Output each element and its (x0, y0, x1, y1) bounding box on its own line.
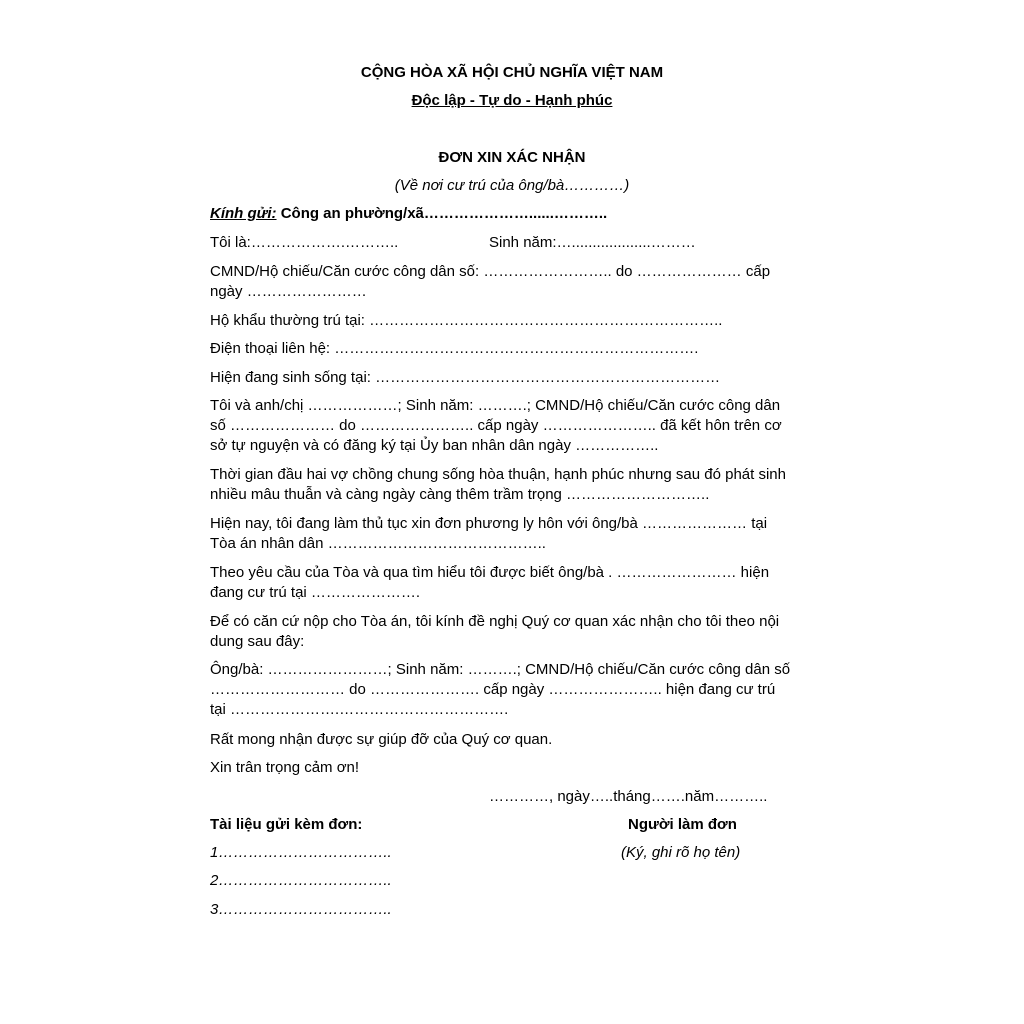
divorce-paragraph-line-1: Hiện nay, tôi đang làm thủ tục xin đơn phương ly hôn với ông/bà ………………… tại (210, 515, 768, 532)
recipient-value: Công an phường/xã…………………......……….. (276, 205, 608, 222)
marriage-paragraph-line-2: nhiều mâu thuẫn và càng ngày càng thêm trầm trọng ……………………….. (210, 486, 710, 503)
signer-note: (Ký, ghi rõ họ tên) (621, 844, 741, 861)
country-header: CỘNG HÒA XÃ HỘI CHỦ NGHĨA VIỆT NAM (360, 64, 664, 81)
id-field-line-1: CMND/Hộ chiếu/Căn cước công dân số: …………………….. do ………………… cấp (210, 263, 771, 280)
attachments-label: Tài liệu gửi kèm đơn: (210, 816, 363, 833)
person-paragraph-line-1: Ông/bà: ……………………; Sinh năm: ……….; CMND/Hộ chiếu/Căn cước công dân số (210, 661, 791, 678)
attachment-item-1: 1…………………………….. (210, 844, 392, 861)
spouse-paragraph-line-2: số ………………… do ………………….. cấp ngày ………………….. đã kết hôn trên cơ (210, 417, 782, 434)
motto: Độc lập - Tự do - Hạnh phúc (411, 92, 613, 109)
attachment-item-2: 2…………………………….. (210, 872, 392, 889)
hope-sentence: Rất mong nhận được sự giúp đỡ của Quý cơ quan. (210, 731, 553, 748)
thanks-sentence: Xin trân trọng cảm ơn! (210, 759, 360, 776)
current-address-field: Hiện đang sinh sống tại: …………………………………………………………… (210, 369, 721, 386)
person-paragraph-line-2: ……………………… do …………………. cấp ngày ………………….. hiện đang cư trú (210, 681, 776, 698)
recipient-line (210, 204, 607, 224)
document-subtitle: (Về nơi cư trú của ông/bà…………) (394, 177, 630, 194)
id-field-line-2: ngày …………………… (210, 283, 367, 300)
spouse-paragraph-line-1: Tôi và anh/chị ………………; Sinh năm: ……….; CMND/Hộ chiếu/Căn cước công dân (210, 397, 781, 414)
basis-paragraph-line-2: dung sau đây: (210, 633, 305, 650)
request-paragraph-line-1: Theo yêu cầu của Tòa và qua tìm hiểu tôi được biết ông/bà . …………………… hiện (210, 564, 770, 581)
document-title: ĐƠN XIN XÁC NHẬN (438, 149, 586, 166)
spouse-paragraph-line-3: sở tự nguyện và có đăng ký tại Ủy ban nhân dân ngày …………….. (210, 437, 659, 454)
divorce-paragraph-line-2: Tòa án nhân dân …………………………………….. (210, 535, 546, 552)
residence-field: Hộ khẩu thường trú tại: …………………………………………………………….. (210, 312, 723, 329)
person-paragraph-line-3: tại ………………….……………………………. (210, 701, 509, 718)
signer-label: Người làm đơn (628, 816, 737, 833)
request-paragraph-line-2: đang cư trú tại …………………. (210, 584, 421, 601)
attachment-item-3: 3…………………………….. (210, 901, 392, 918)
phone-field: Điện thoại liên hệ: ………………………………………………………………. (210, 340, 699, 357)
name-field: Tôi là:……………….……….. (210, 234, 399, 251)
marriage-paragraph-line-1: Thời gian đầu hai vợ chồng chung sống hòa thuận, hạnh phúc nhưng sau đó phát sinh (210, 466, 786, 483)
recipient-label: Kính gửi: (210, 205, 277, 222)
birth-year-field: Sinh năm:…...................……… (489, 234, 696, 251)
date-line: …………, ngày…..tháng…….năm……….. (489, 788, 768, 805)
basis-paragraph-line-1: Để có căn cứ nộp cho Tòa án, tôi kính đề nghị Quý cơ quan xác nhận cho tôi theo nội (210, 613, 780, 630)
